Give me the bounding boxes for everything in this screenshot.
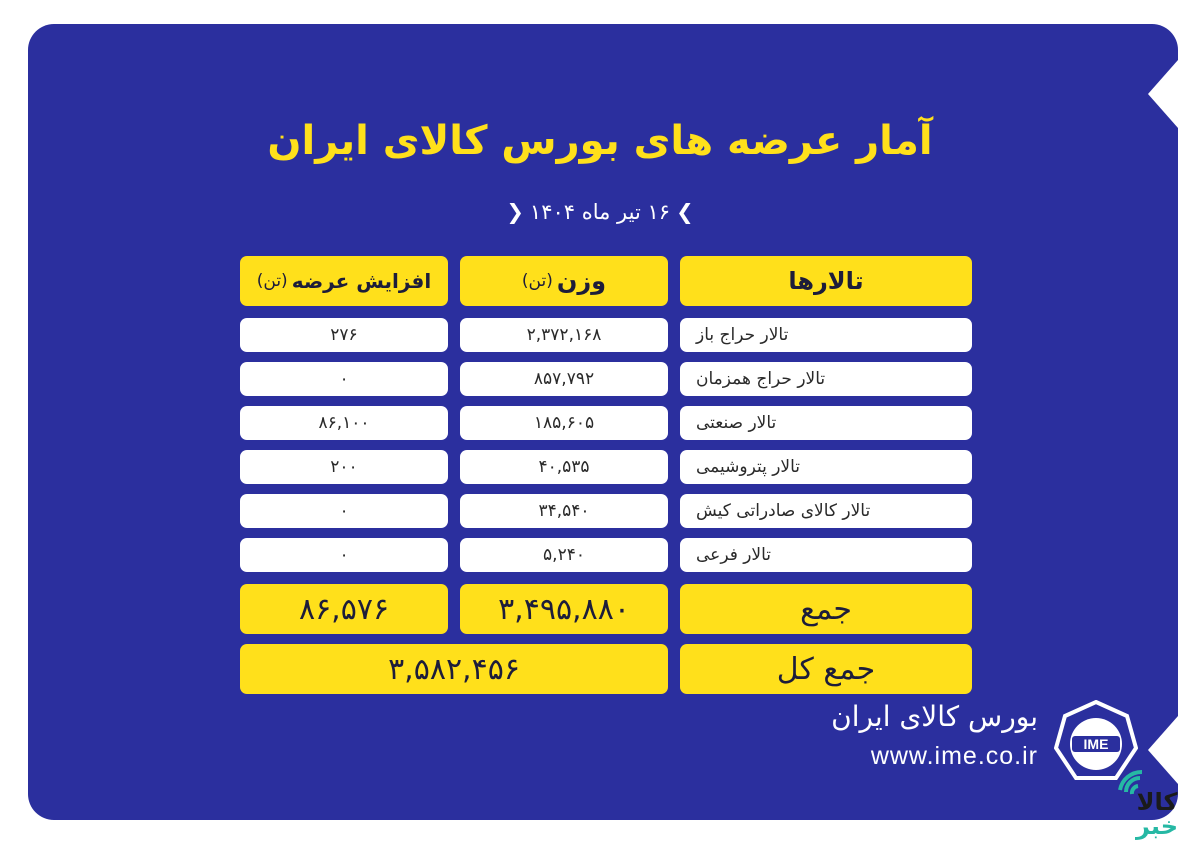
header-weight: [460, 256, 668, 306]
table-row-increase-3: ۸۶,۱۰۰: [240, 406, 448, 440]
table-row-hall-6: تالار فرعی: [680, 538, 972, 572]
table-row-increase-2: ۰: [240, 362, 448, 396]
table-row-increase-1: ۲۷۶: [240, 318, 448, 352]
table-row-weight-3: ۱۸۵,۶۰۵: [460, 406, 668, 440]
table-row-increase-5: ۰: [240, 494, 448, 528]
table-row-weight-1: ۲,۳۷۲,۱۶۸: [460, 318, 668, 352]
table-row-weight-2: ۸۵۷,۷۹۲: [460, 362, 668, 396]
table-row-hall-1: تالار حراج باز: [680, 318, 972, 352]
date-text: ۱۶ تیر ماه ۱۴۰۴: [529, 200, 671, 224]
sum-weight: ۳,۴۹۵,۸۸۰: [460, 584, 668, 634]
brand-url: www.ime.co.ir: [870, 742, 1038, 770]
table-row-hall-5: تالار کالای صادراتی کیش: [680, 494, 972, 528]
ime-logo-text: IME: [1083, 736, 1109, 752]
header-weight-unit: (تن): [521, 271, 553, 291]
table-row-increase-6: ۰: [240, 538, 448, 572]
chevron-right-icon: ❯: [676, 200, 694, 224]
table-row-weight-4: ۴۰,۵۳۵: [460, 450, 668, 484]
total-label: جمع کل: [680, 644, 972, 694]
sum-increase: ۸۶,۵۷۶: [240, 584, 448, 634]
header-increase: [240, 256, 448, 306]
table-row-hall-4: تالار پتروشیمی: [680, 450, 972, 484]
header-halls: تالارها: [680, 256, 972, 306]
table-row-hall-3: تالار صنعتی: [680, 406, 972, 440]
table-row-weight-5: ۳۴,۵۴۰: [460, 494, 668, 528]
table-row-hall-2: تالار حراج همزمان: [680, 362, 972, 396]
page-title: آمار عرضه های بورس کالای ایران: [267, 118, 933, 164]
corner-brand: [1124, 790, 1190, 838]
corner-brand-line1: کالا: [1136, 788, 1178, 816]
brand-name: بورس کالای ایران: [831, 700, 1038, 733]
header-increase-unit: (تن): [256, 271, 288, 291]
date-label: [0, 200, 1200, 224]
chevron-left-icon: ❮: [506, 200, 524, 224]
total-value: ۳,۵۸۲,۴۵۶: [240, 644, 668, 694]
header-weight-label: وزن: [556, 267, 607, 295]
table-row-increase-4: ۲۰۰: [240, 450, 448, 484]
sum-label: جمع: [680, 584, 972, 634]
corner-brand-line2: خبر: [1135, 812, 1179, 840]
table-row-weight-6: ۵,۲۴۰: [460, 538, 668, 572]
header-increase-label: افزایش عرضه: [291, 269, 432, 293]
